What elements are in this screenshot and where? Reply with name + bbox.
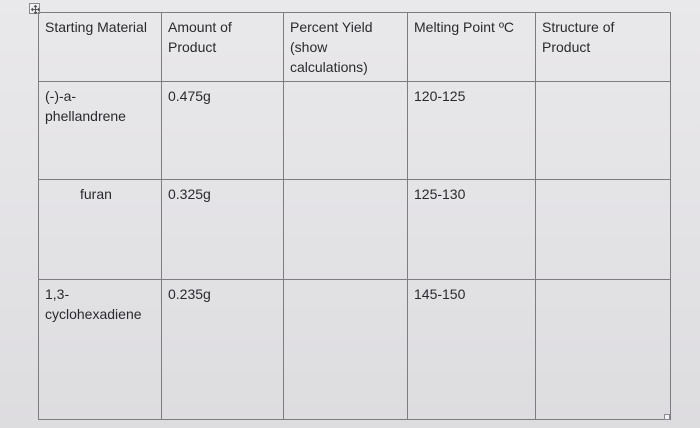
cell-melting-point[interactable]: 120-125 [408,82,536,180]
header-structure-of-product[interactable]: Structure of Product [536,13,671,82]
header-melting-point[interactable]: Melting Point ºC [408,13,536,82]
cell-starting-material[interactable]: 1,3-cyclohexadiene [39,280,162,420]
header-amount-of-product[interactable]: Amount of Product [162,13,284,82]
table-row [39,82,671,180]
cell-amount[interactable]: 0.325g [162,180,284,280]
header-starting-material[interactable]: Starting Material [39,13,162,82]
cell-starting-material[interactable]: furan [39,180,162,280]
header-percent-yield[interactable]: Percent Yield (show calculations) [284,13,408,82]
data-table [38,12,671,420]
table-header-row [39,13,671,82]
cell-percent-yield[interactable] [284,280,408,420]
cell-percent-yield[interactable] [284,180,408,280]
cell-melting-point[interactable]: 125-130 [408,180,536,280]
cell-starting-material[interactable]: (-)-a-phellandrene [39,82,162,180]
cell-structure[interactable] [536,180,671,280]
cell-melting-point[interactable]: 145-150 [408,280,536,420]
cell-structure[interactable] [536,82,671,180]
cell-amount[interactable]: 0.475g [162,82,284,180]
table-row [39,280,671,420]
table-resize-handle[interactable] [664,414,670,420]
cell-amount[interactable]: 0.235g [162,280,284,420]
table-row [39,180,671,280]
cell-percent-yield[interactable] [284,82,408,180]
cell-structure[interactable] [536,280,671,420]
